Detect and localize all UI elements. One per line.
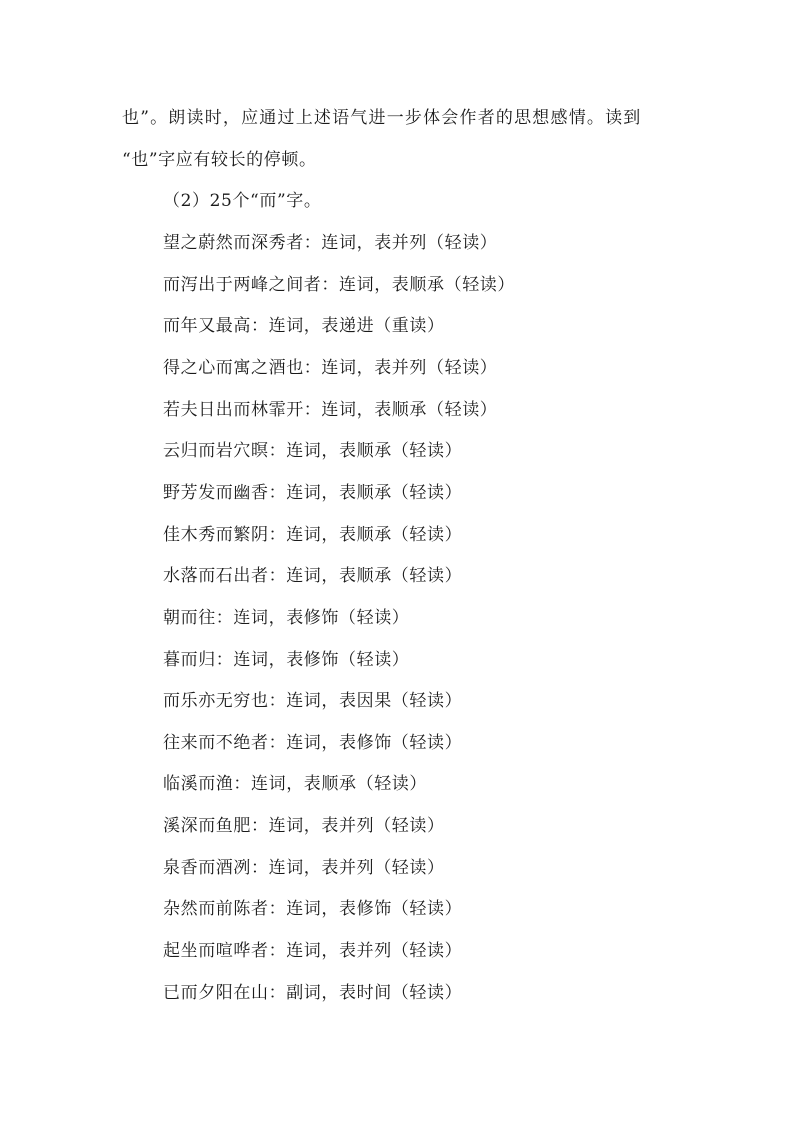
list-item: 而泻出于两峰之间者：连词，表顺承（轻读） xyxy=(163,275,515,295)
paragraph-line-2: “也”字应有较长的停顿。 xyxy=(122,150,317,170)
list-item: 野芳发而幽香：连词，表顺承（轻读） xyxy=(163,483,463,503)
list-item: 佳木秀而繁阴：连词，表顺承（轻读） xyxy=(163,525,463,545)
list-item: 而乐亦无穷也：连词，表因果（轻读） xyxy=(163,691,463,711)
list-item: 朝而往：连词，表修饰（轻读） xyxy=(163,608,410,628)
paragraph-line-1: 也”。朗读时，应通过上述语气进一步体会作者的思想感情。读到 xyxy=(122,108,642,128)
list-item: 得之心而寓之酒也：连词，表并列（轻读） xyxy=(163,358,498,378)
list-item: 往来而不绝者：连词，表修饰（轻读） xyxy=(163,733,463,753)
section-heading: （2）25个“而”字。 xyxy=(163,191,322,211)
list-item: 已而夕阳在山：副词，表时间（轻读） xyxy=(163,983,463,1003)
list-item: 望之蔚然而深秀者：连词，表并列（轻读） xyxy=(163,233,498,253)
list-item: 云归而岩穴暝：连词，表顺承（轻读） xyxy=(163,441,463,461)
list-item: 水落而石出者：连词，表顺承（轻读） xyxy=(163,566,463,586)
list-item: 暮而归：连词，表修饰（轻读） xyxy=(163,650,410,670)
list-item: 而年又最高：连词，表递进（重读） xyxy=(163,316,445,336)
list-item: 临溪而渔：连词，表顺承（轻读） xyxy=(163,774,427,794)
list-item: 溪深而鱼肥：连词，表并列（轻读） xyxy=(163,816,445,836)
list-item: 若夫日出而林霏开：连词，表顺承（轻读） xyxy=(163,400,498,420)
list-item: 起坐而喧哗者：连词，表并列（轻读） xyxy=(163,941,463,961)
list-item: 杂然而前陈者：连词，表修饰（轻读） xyxy=(163,899,463,919)
list-item: 泉香而酒冽：连词，表并列（轻读） xyxy=(163,858,445,878)
